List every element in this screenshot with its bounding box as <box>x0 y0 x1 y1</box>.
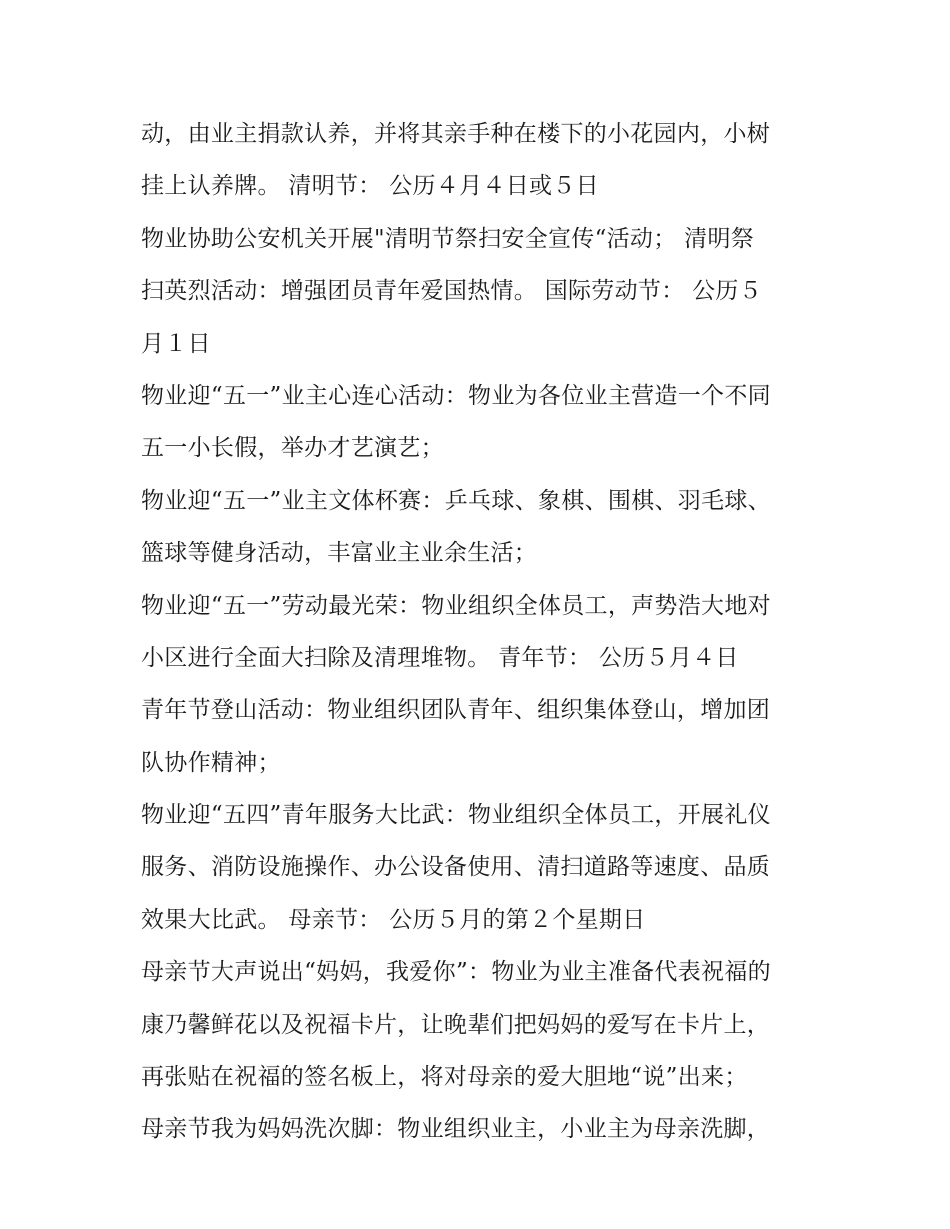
document-body <box>141 108 821 1156</box>
text-line: 队协作精神； <box>141 749 281 776</box>
text-line: 物业协助公安机关开展"清明节祭扫安全宣传“活动； 清明祭 <box>141 225 755 252</box>
text-line: 康乃馨鲜花以及祝福卡片，让晚辈们把妈妈的爱写在卡片上， <box>141 1011 771 1038</box>
text-line: 物业迎“五四”青年服务大比武：物业组织全体员工，开展礼仪 <box>141 802 771 829</box>
text-line: 再张贴在祝福的签名板上，将对母亲的爱大胆地“说”出来； <box>141 1064 748 1091</box>
text-line: 五一小长假，举办才艺演艺； <box>141 435 444 462</box>
text-line: 物业迎“五一”劳动最光荣：物业组织全体员工，声势浩大地对 <box>141 592 771 619</box>
text-line: 母亲节大声说出“妈妈，我爱你”：物业为业主准备代表祝福的 <box>141 959 771 986</box>
text-line: 青年节登山活动：物业组织团队青年、组织集体登山，增加团 <box>141 697 771 724</box>
text-line: 小区进行全面大扫除及清理堆物。 青年节： 公历５月４日 <box>141 644 739 671</box>
text-line: 服务、消防设施操作、办公设备使用、清扫道路等速度、品质 <box>141 854 771 881</box>
text-line: 动，由业主捐款认养，并将其亲手种在楼下的小花园内，小树 <box>141 121 771 147</box>
text-line: 篮球等健身活动，丰富业主业余生活； <box>141 540 538 567</box>
text-line: 效果大比武。 母亲节： 公历５月的第２个星期日 <box>141 906 646 933</box>
text-line: 挂上认养牌。 清明节： 公历４月４日或５日 <box>141 173 599 200</box>
text-line: 物业迎“五一”业主心连心活动：物业为各位业主营造一个不同 <box>141 382 771 409</box>
text-line: 物业迎“五一”业主文体杯赛：乒乓球、象棋、围棋、羽毛球、 <box>141 487 771 514</box>
text-line: 月１日 <box>141 330 211 357</box>
text-line: 母亲节我为妈妈洗次脚：物业组织业主，小业主为母亲洗脚， <box>141 1116 771 1143</box>
text-line: 扫英烈活动：增强团员青年爱国热情。 国际劳动节： 公历５ <box>141 278 763 305</box>
